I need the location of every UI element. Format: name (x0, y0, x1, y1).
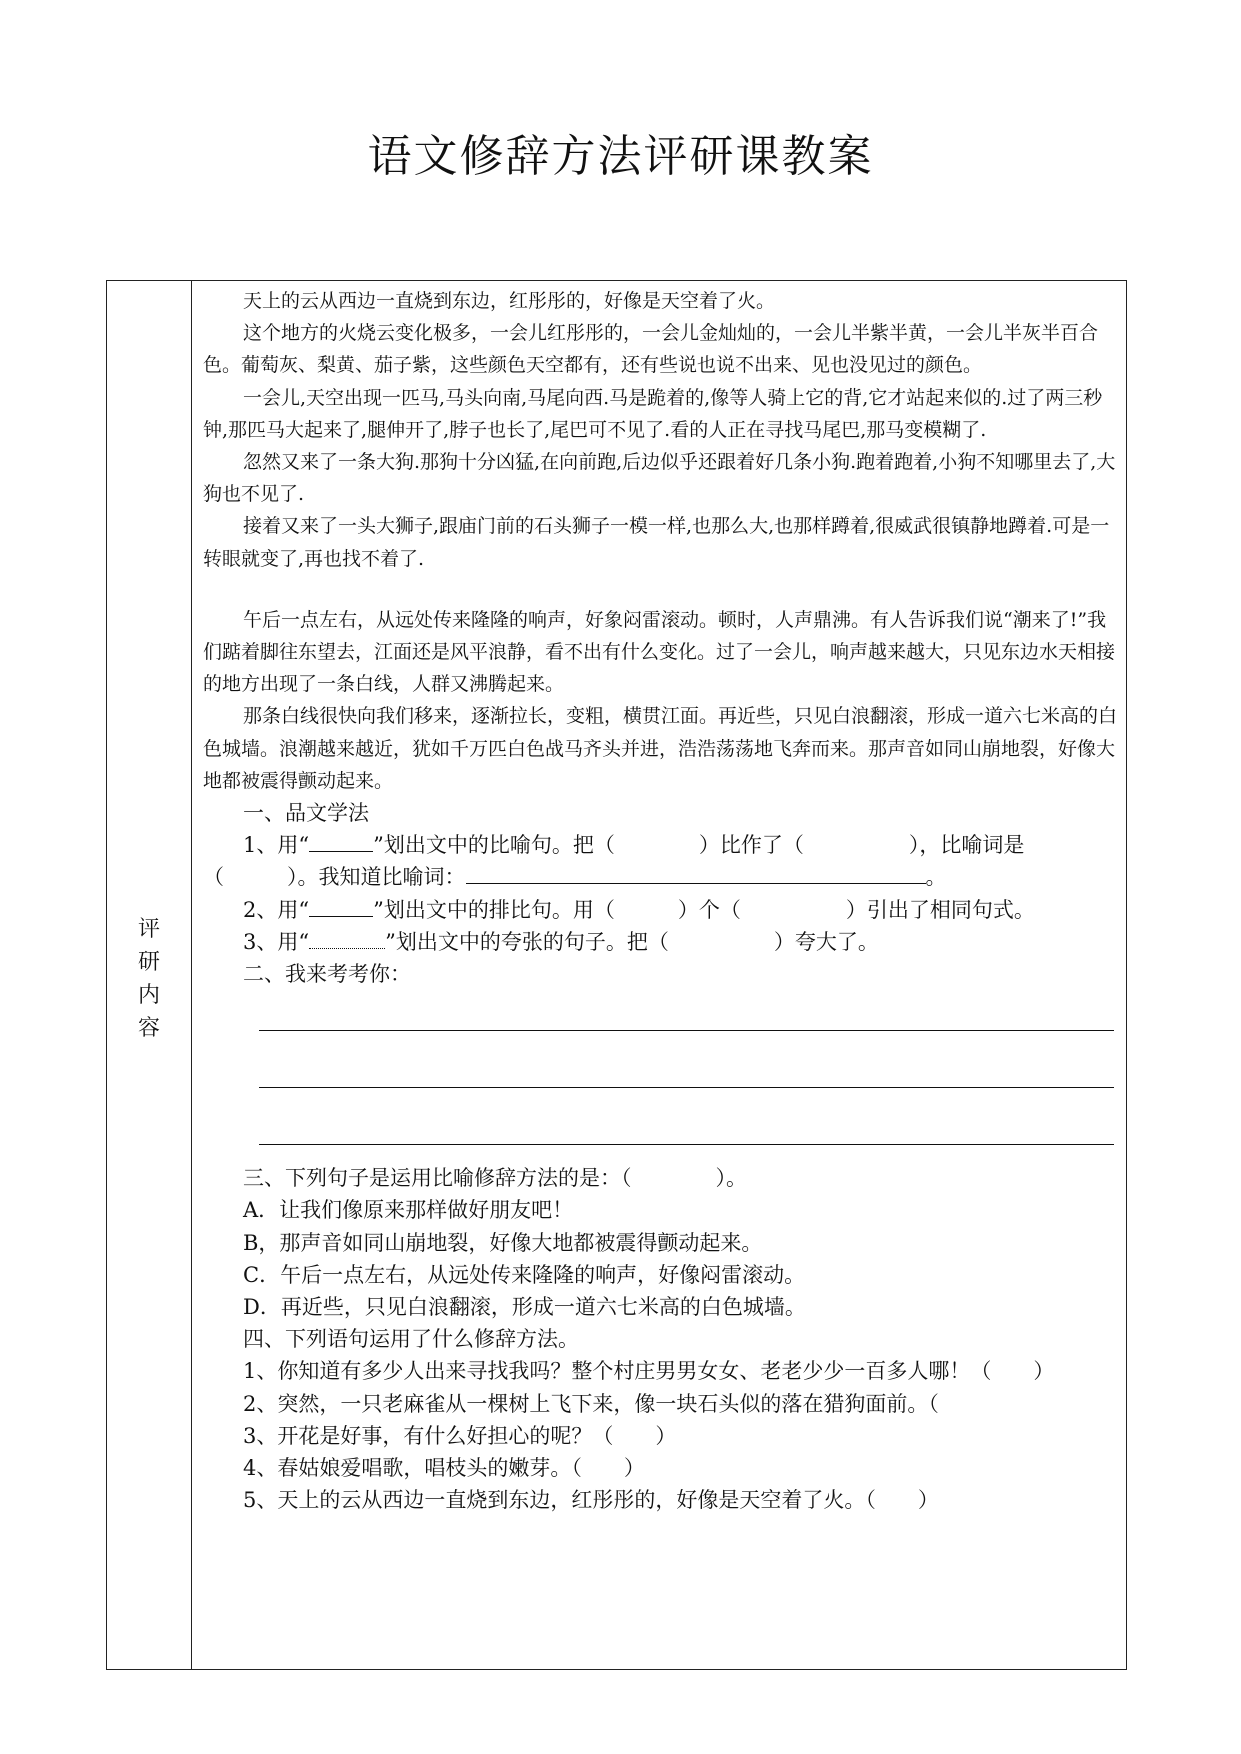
exercise-item: 1、你知道有多少人出来寻找我吗？整个村庄男男女女、老老少少一百多人哪！（ ） (243, 1359, 1055, 1384)
question-2: 2、用“ ”划出文中的排比句。用（ ）个（ ）引出了相同句式。 (243, 897, 1035, 922)
lesson-table (106, 280, 1127, 1670)
passage-paragraph: 那条白线很快向我们移来，逐渐拉长，变粗，横贯江面。再近些，只见白浪翻滚，形成一道六七米高的白色城墙。浪潮越来越近，犹如千万匹白色战马齐头并进，浩浩荡荡地飞奔而来。那声音如同山崩地裂，好像大地都被震得颤动起来。 (203, 705, 1118, 792)
exercise-item: 4、春姑娘爱唱歌，唱枝头的嫩芽。（ ） (243, 1456, 645, 1481)
passage-paragraph: 午后一点左右，从远处传来隆隆的响声，好象闷雷滚动。顿时，人声鼎沸。有人告诉我们说“潮来了!”我们踮着脚往东望去，江面还是风平浪静，看不出有什么变化。过了一会儿，响声越来越大，只见东边水天相接的地方出现了一条白线，人群又沸腾起来。 (203, 608, 1116, 696)
option-item: A．让我们像原来那样做好朋友吧！ (243, 1198, 574, 1223)
side-label (129, 913, 169, 1045)
column-divider (191, 281, 192, 1669)
option-item: C．午后一点左右，从远处传来隆隆的响声，好像闷雷滚动。 (243, 1262, 806, 1287)
page-title: 语文修辞方法评研课教案 (367, 131, 874, 182)
side-label-char: 研 (137, 950, 160, 975)
exercise-item: 5、天上的云从西边一直烧到东边，红彤彤的，好像是天空着了火。（ ） (243, 1488, 939, 1513)
exercise-item: 3、开花是好事，有什么好担心的呢？（ ） (243, 1423, 677, 1448)
dotted-underline-sample (309, 928, 385, 949)
side-label-char: 内 (137, 983, 160, 1008)
option-item: D．再近些，只见白浪翻滚，形成一道六七米高的白色城墙。 (243, 1295, 806, 1320)
side-label-char: 容 (137, 1016, 160, 1041)
section-heading-3: 三、下列句子是运用比喻修辞方法的是：（ ）。 (243, 1166, 747, 1191)
underline-sample (309, 831, 373, 852)
exercise-item: 2、突然，一只老麻雀从一棵树上飞下来，像一块石头似的落在猎狗面前。（ (243, 1391, 939, 1416)
section-heading-2: 二、我来考考你： (243, 962, 411, 987)
side-label-char: 评 (137, 917, 160, 942)
passage-paragraph: 接着又来了一头大狮子,跟庙门前的石头狮子一模一样,也那么大,也那样蹲着,很威武很镇静地蹲着.可是一转眼就变了,再也找不着了. (203, 515, 1110, 570)
passage-paragraph: 忽然又来了一条大狗.那狗十分凶猛,在向前跑,后边似乎还跟着好几条小狗.跑着跑着,小狗不知哪里去了,大狗也不见了. (203, 451, 1116, 506)
passage-paragraph: 这个地方的火烧云变化极多，一会儿红彤彤的，一会儿金灿灿的，一会儿半紫半黄，一会儿半灰半百合色。葡萄灰、梨黄、茄子紫，这些颜色天空都有，还有些说也说不出来、见也没见过的颜色。 (203, 322, 1099, 377)
section-heading-1: 一、品文学法 (243, 801, 369, 826)
question-1: 1、用“ ”划出文中的比喻句。把（ ）比作了（ ），比喻词是（ ）。我知道比喻词： 。 (203, 833, 1025, 890)
passage-paragraph: 天上的云从西边一直烧到东边，红彤彤的，好像是天空着了火。 (243, 290, 776, 312)
underline-sample (309, 896, 373, 917)
lesson-content (203, 285, 1118, 1517)
answer-blank[interactable] (466, 863, 926, 884)
section-heading-4: 四、下列语句运用了什么修辞方法。 (243, 1327, 579, 1352)
passage-paragraph: 一会儿,天空出现一匹马,马头向南,马尾向西.马是跪着的,像等人骑上它的背,它才站起来似的.过了两三秒钟,那匹马大起来了,腿伸开了,脖子也长了,尾巴可不见了.看的人正在寻找马尾巴,那马变模糊了. (203, 386, 1103, 441)
option-item: B，那声音如同山崩地裂，好像大地都被震得颤动起来。 (243, 1230, 763, 1255)
question-3: 3、用“ ”划出文中的夸张的句子。把（ ）夸大了。 (243, 929, 879, 954)
